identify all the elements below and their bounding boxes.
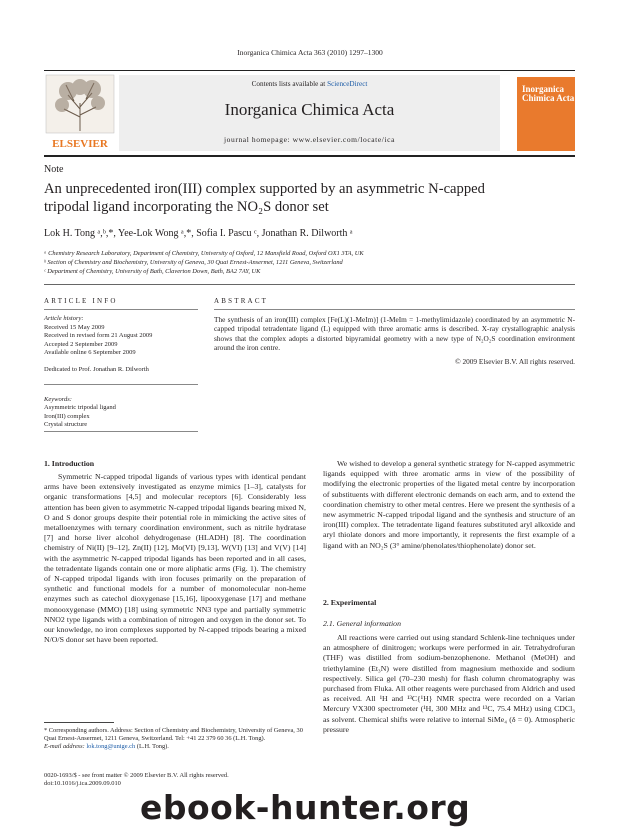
history-item: Accepted 2 September 2009: [44, 340, 118, 348]
email-link[interactable]: lok.tong@unige.ch: [86, 743, 136, 751]
divider: [44, 309, 198, 310]
email-label: E-mail address:: [44, 743, 87, 751]
divider: [44, 431, 198, 432]
right-paragraph: [323, 459, 575, 551]
divider: [44, 384, 198, 385]
article-title: [44, 180, 564, 216]
subsection-heading-general: 2.1. General information: [323, 619, 401, 628]
email-suffix: (L.H. Tong).: [135, 743, 169, 751]
title-line-1: An unprecedented iron(III) complex supported by an asymmetric N-capped: [44, 181, 485, 197]
introduction-paragraph: [44, 472, 306, 645]
contents-line: [119, 80, 500, 88]
copyright: © 2009 Elsevier B.V. All rights reserved.: [455, 357, 575, 366]
abstract-heading: ABSTRACT: [214, 297, 269, 305]
affiliations: [44, 249, 574, 276]
keyword: Iron(III) complex: [44, 412, 90, 420]
keyword: Asymmetric tripodal ligand: [44, 404, 116, 412]
publisher-label: ELSEVIER: [52, 138, 108, 150]
history-item: Available online 6 September 2009: [44, 349, 136, 357]
abstract-text: The synthesis of an iron(III) complex [Fe(L)(1-MeIm)] (1-MeIm = 1-methylimidazole) coordinated by an asymmetric N-capped tripodal tetradentate ligand (L) equipped with three aromatic arms is described. X-ray crystallographic analysis shows that the complex adopts a distorted bipyramidal geometry with a new type of N₂O₂S coordination environment around the iron centre.: [214, 315, 575, 353]
right-text: We wished to develop a general synthetic strategy for N-capped asymmetric ligands equipped with three aromatic arms in view of the possibility of modifying the electronic properties of the ligated metal centre by incorporation of substituents with different electronic demands on each arm, and to extend the coordination chemistry to other metal centres. Here we present the synthesis of a new asymmetric N-capped tripodal ligand and the synthesis and structure of an iron(III) complex. The tetradentate ligand features substituted aryl alkoxide and aryl thiolate donors and more importantly, it represents the first example of a ligand with an NO₂S (3° amine/phenolates/thiophenolate) donor set.: [323, 459, 575, 550]
watermark: ebook-hunter.org: [140, 788, 471, 827]
section-heading-introduction: 1. Introduction: [44, 459, 95, 468]
history-label: Article history:: [44, 315, 84, 322]
footnote-divider: [44, 722, 114, 723]
experimental-text: All reactions were carried out using standard Schlenk-line techniques under an atmosphere of dinitrogen; workups were performed in air. Tetrahydrofuran (THF) was distilled from sodium-benzophenone. Methanol (MeOH) and triethylamine (Et₃N) were distilled from magnesium methoxide and sodium respectively. Silica gel (70–230 mesh) for flash column chromatography was purchased from Fluka. All other reagents were purchased from Aldrich and used as received. All ¹H and ¹³C{¹H} NMR spectra were recorded on a Varian Mercury VX300 spectrometer (¹H, 300 MHz and ¹³C, 75.4 MHz) using CDCl₃ as solvent. Chemical shifts were relative to internal SiMe₄ (δ = 0). Atmospheric pressure: [323, 633, 575, 734]
journal-homepage[interactable]: journal homepage: www.elsevier.com/locate/ica: [223, 135, 396, 144]
history-item: Received 15 May 2009: [44, 323, 105, 331]
dedication: Dedicated to Prof. Jonathan R. Dilworth: [44, 365, 149, 373]
sciencedirect-link[interactable]: ScienceDirect: [327, 80, 368, 88]
history-item: Received in revised form 21 August 2009: [44, 332, 153, 340]
doi-link[interactable]: doi:10.1016/j.ica.2009.09.010: [44, 780, 121, 788]
article-info-heading: ARTICLE INFO: [44, 297, 118, 305]
issn-line: 0020-1693/$ - see front matter © 2009 Elsevier B.V. All rights reserved.: [44, 772, 229, 779]
journal-reference: Inorganica Chimica Acta 363 (2010) 1297–1300: [237, 48, 383, 57]
divider: [214, 309, 575, 310]
corresponding-note: * Corresponding authors. Address: Section of Chemistry and Biochemistry, University of Geneva, 30 Quai Ernest-Ansermet, 1211 Geneva, Switzerland. Tel: +41 22 379 60 36 (L.H. Tong).: [44, 727, 303, 743]
contents-prefix: Contents lists available at: [251, 80, 328, 88]
journal-title: Inorganica Chimica Acta: [224, 100, 395, 119]
intro-text: Symmetric N-capped tripodal ligands of various types with identical pendant arms have been extensively investigated as enzyme mimics [1–3], catalysts for organic transformations [4,5] and molecular receptors [6]. Considerably less attention has been given to asymmetric N-capped tripodal ligands bearing mixed N, O and S donor groups despite their potential role in mimicking the active sites of metalloenzymes with ternary coordination environment, such as nitrile hydratase [7] and horse liver alcohol dehydrogenase (HLADH) [8]. The coordination chemistry of Ni(II) [9–12], Zn(II) [12], Mo(VI) [9,13], W(VI) [13] and V(V) [14] with the asymmetric N-capped tripodal ligands has been reported and in all cases, the tetradentate ligands contain one or more aliphatic arms (Fig. 1). The chemistry of N-capped tripodal ligands with iron focuses primarily on the preparation of synthetic and functional models for a number of monomolecular non-heme enzymes such as catechol dioxygenase [15,16], lipooxygenase [17] and methane monooxygenase (MMO) [18] using symmetric NN3 type and partially symmetric NNO2 type ligands with a combination of nitrogen and oxygen in the donor set. To our knowledge, no iron complexes supported by N-capped tripods bearing a mixed N/O/S donor set have been reported.: [44, 472, 306, 645]
divider: [44, 284, 575, 285]
article-type: Note: [44, 164, 64, 175]
article-info: [44, 315, 204, 430]
cover-title: Inorganica Chimica Acta: [522, 84, 575, 103]
footnote: [44, 727, 306, 752]
header-center: [119, 75, 500, 151]
affiliation-b: ᵇ Section of Chemistry and Biochemistry, University of Geneva, 30 Quai Ernest-Ansermet, 1211 Geneva, Switzerland: [44, 259, 343, 266]
affiliation-c: ᶜ Department of Chemistry, University of Bath, Claverton Down, Bath, BA2 7AY, UK: [44, 268, 261, 275]
journal-cover-image: [517, 77, 575, 151]
keywords-label: Keywords:: [44, 395, 72, 403]
elsevier-logo: [44, 73, 116, 151]
bottom-info: [44, 772, 229, 788]
experimental-paragraph: [323, 633, 575, 735]
title-line-2: tripodal ligand incorporating the NO₂S donor set: [44, 199, 329, 215]
author-list: Lok H. Tong ᵃ,ᵇ,*, Yee-Lok Wong ᵃ,*, Sofia I. Pascu ᶜ, Jonathan R. Dilworth ᵃ: [44, 228, 353, 239]
keyword: Crystal structure: [44, 421, 88, 429]
section-heading-experimental: 2. Experimental: [323, 598, 377, 607]
journal-header: [44, 70, 575, 157]
affiliation-a: ᵃ Chemistry Research Laboratory, Department of Chemistry, University of Oxford, 12 Mansfield Road, Oxford OX1 3TA, UK: [44, 250, 364, 257]
